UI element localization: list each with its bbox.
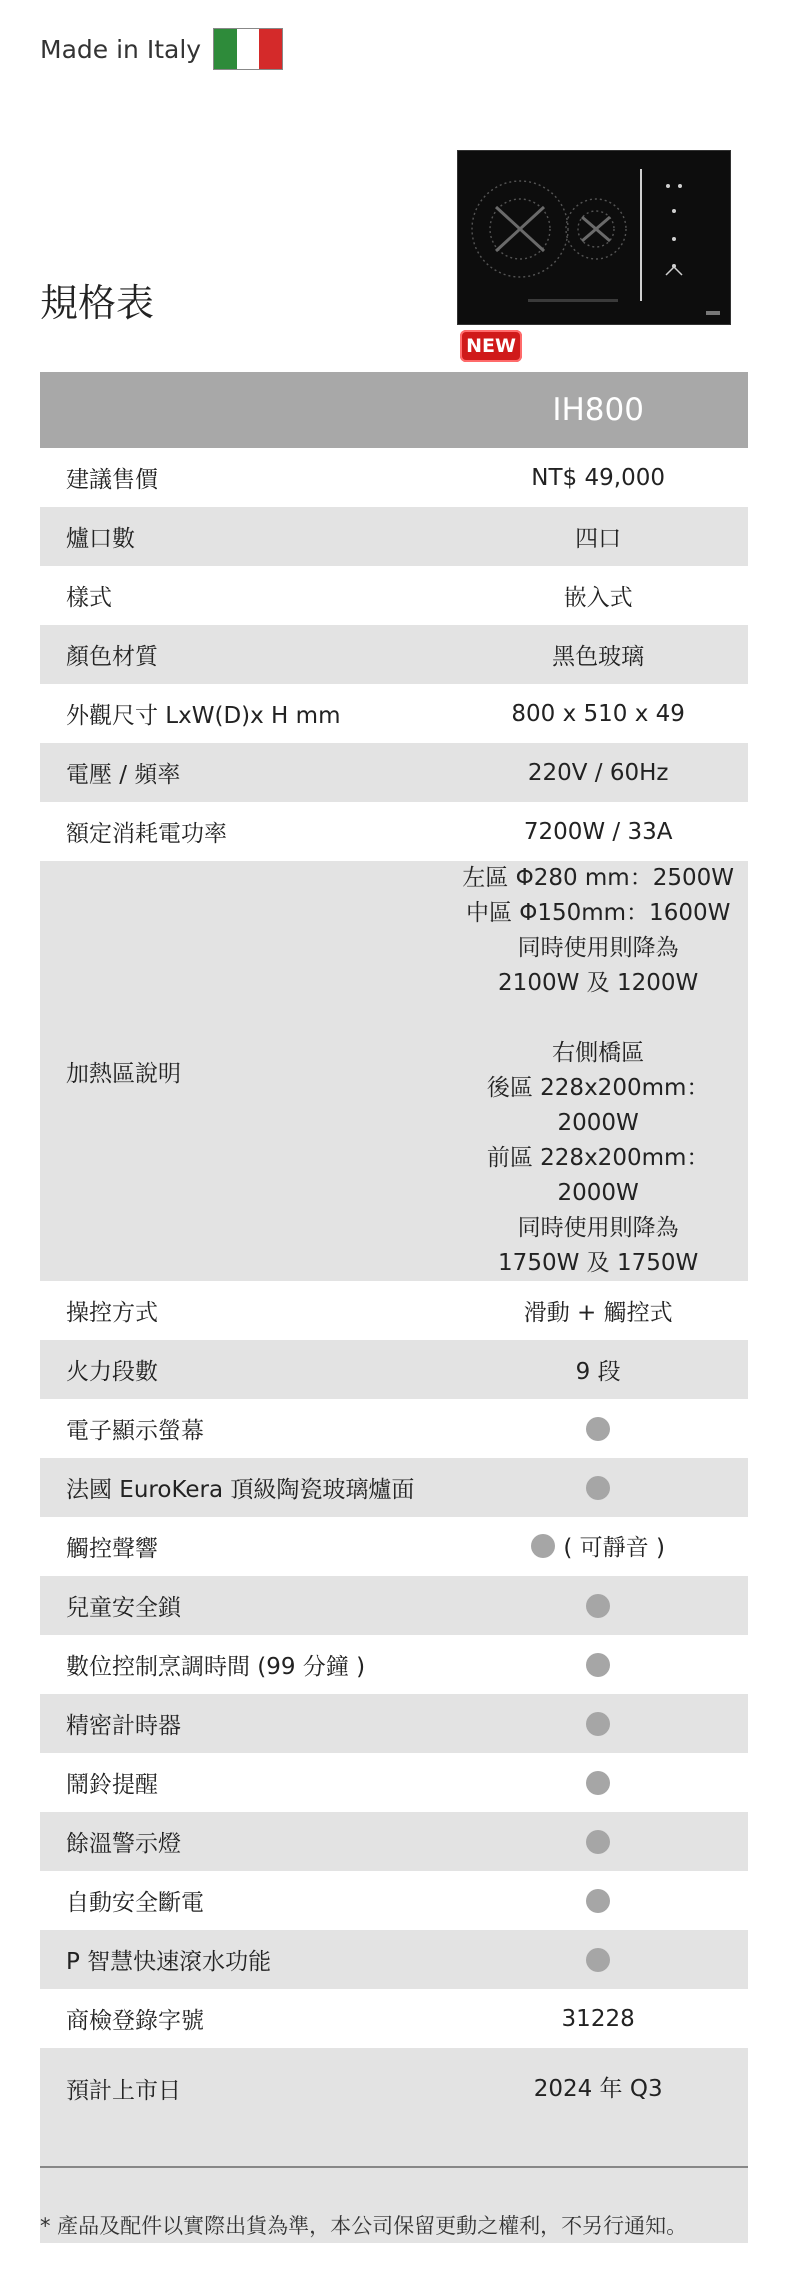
table-row (40, 1458, 748, 1517)
row-value: 220V / 60Hz (448, 743, 748, 802)
feature-dot-icon (586, 1653, 610, 1677)
row-label: 操控方式 (40, 1281, 448, 1340)
bottom-divider (40, 2166, 748, 2168)
model-name: IH800 (448, 372, 748, 448)
table-row (40, 1576, 748, 1635)
feature-dot-icon (586, 1771, 610, 1795)
feature-dot-icon (586, 1830, 610, 1854)
row-label: 額定消耗電功率 (40, 802, 448, 861)
row-label: 加熱區說明 (40, 861, 448, 1281)
row-label: 數位控制烹調時間 (99 分鐘 ) (40, 1635, 448, 1694)
table-row (40, 1753, 748, 1812)
row-label: 法國 EuroKera 頂級陶瓷玻璃爐面 (40, 1458, 448, 1517)
italy-flag-icon (213, 28, 283, 70)
table-row (40, 507, 748, 566)
table-row (40, 1399, 748, 1458)
row-value: 800 x 510 x 49 (448, 684, 748, 743)
row-label: 樣式 (40, 566, 448, 625)
table-row (40, 625, 748, 684)
row-label: 爐口數 (40, 507, 448, 566)
page-title: 規格表 (40, 281, 155, 325)
row-label: 精密計時器 (40, 1694, 448, 1753)
heating-line: 同時使用則降為 (517, 935, 679, 961)
row-label: 餘溫警示燈 (40, 1812, 448, 1871)
row-value: 9 段 (448, 1340, 748, 1399)
row-label: P 智慧快速滾水功能 (40, 1930, 448, 1989)
row-label: 顏色材質 (40, 625, 448, 684)
table-row (40, 448, 748, 507)
table-row (40, 1871, 748, 1930)
table-row (40, 1989, 748, 2048)
row-value: 31228 (448, 1989, 748, 2048)
heating-line: 左區 Φ280 mm：2500W (462, 865, 734, 891)
header-blank (40, 372, 448, 448)
made-in-italy-text: Made in Italy (40, 34, 202, 64)
row-value: 黑色玻璃 (448, 625, 748, 684)
feature-dot-icon (586, 1476, 610, 1500)
row-value: 7200W / 33A (448, 802, 748, 861)
heating-zone-row (40, 861, 748, 1281)
mute-note: ( 可靜音 ) (563, 1535, 665, 1562)
row-label: 商檢登錄字號 (40, 1989, 448, 2048)
heating-line: 前區 228x200mm：2000W (486, 1145, 710, 1206)
footnote: * 產品及配件以實際出貨為準，本公司保留更動之權利，不另行通知。 (40, 2214, 688, 2238)
feature-dot-icon (586, 1948, 610, 1972)
table-row (40, 1812, 748, 1871)
table-header-row (40, 372, 748, 448)
table-row (40, 1694, 748, 1753)
heating-zone-details (448, 861, 748, 1281)
table-row (40, 1930, 748, 1989)
row-value: 滑動 + 觸控式 (448, 1281, 748, 1340)
row-label: 觸控聲響 (40, 1517, 448, 1576)
row-label: 自動安全斷電 (40, 1871, 448, 1930)
new-badge: NEW (460, 330, 522, 362)
row-label: 預計上市日 (40, 2048, 448, 2243)
table-row (40, 566, 748, 625)
table-row (40, 1517, 748, 1576)
table-row (40, 1635, 748, 1694)
table-row (40, 802, 748, 861)
row-label: 鬧鈴提醒 (40, 1753, 448, 1812)
feature-dot-icon (586, 1417, 610, 1441)
feature-dot-icon (586, 1594, 610, 1618)
spec-table (40, 372, 748, 2243)
table-row (40, 684, 748, 743)
table-row (40, 1281, 748, 1340)
row-label: 外觀尺寸 LxW(D)x H mm (40, 684, 448, 743)
row-value: 嵌入式 (448, 566, 748, 625)
release-value: 2024 年 Q3 (448, 2048, 748, 2243)
row-label: 建議售價 (40, 448, 448, 507)
row-value: 四口 (448, 507, 748, 566)
heating-line: 同時使用則降為 (517, 1215, 679, 1241)
heating-line: 中區 Φ150mm：1600W (465, 900, 731, 926)
row-label: 電子顯示螢幕 (40, 1399, 448, 1458)
heating-line: 2100W 及 1200W (498, 970, 699, 996)
row-value: NT$ 49,000 (448, 448, 748, 507)
row-label: 電壓 / 頻率 (40, 743, 448, 802)
heating-line: 1750W 及 1750W (498, 1250, 699, 1276)
feature-dot-icon (586, 1712, 610, 1736)
table-row (40, 743, 748, 802)
heating-line-spacer (448, 1001, 748, 1036)
row-label: 火力段數 (40, 1340, 448, 1399)
origin-label (40, 28, 283, 70)
feature-dot-icon (586, 1889, 610, 1913)
row-label: 兒童安全鎖 (40, 1576, 448, 1635)
product-image (457, 150, 731, 325)
table-row (40, 1340, 748, 1399)
feature-dot-icon (531, 1534, 555, 1558)
heating-line: 右側橋區 (552, 1040, 645, 1066)
heating-line: 後區 228x200mm：2000W (486, 1075, 710, 1136)
